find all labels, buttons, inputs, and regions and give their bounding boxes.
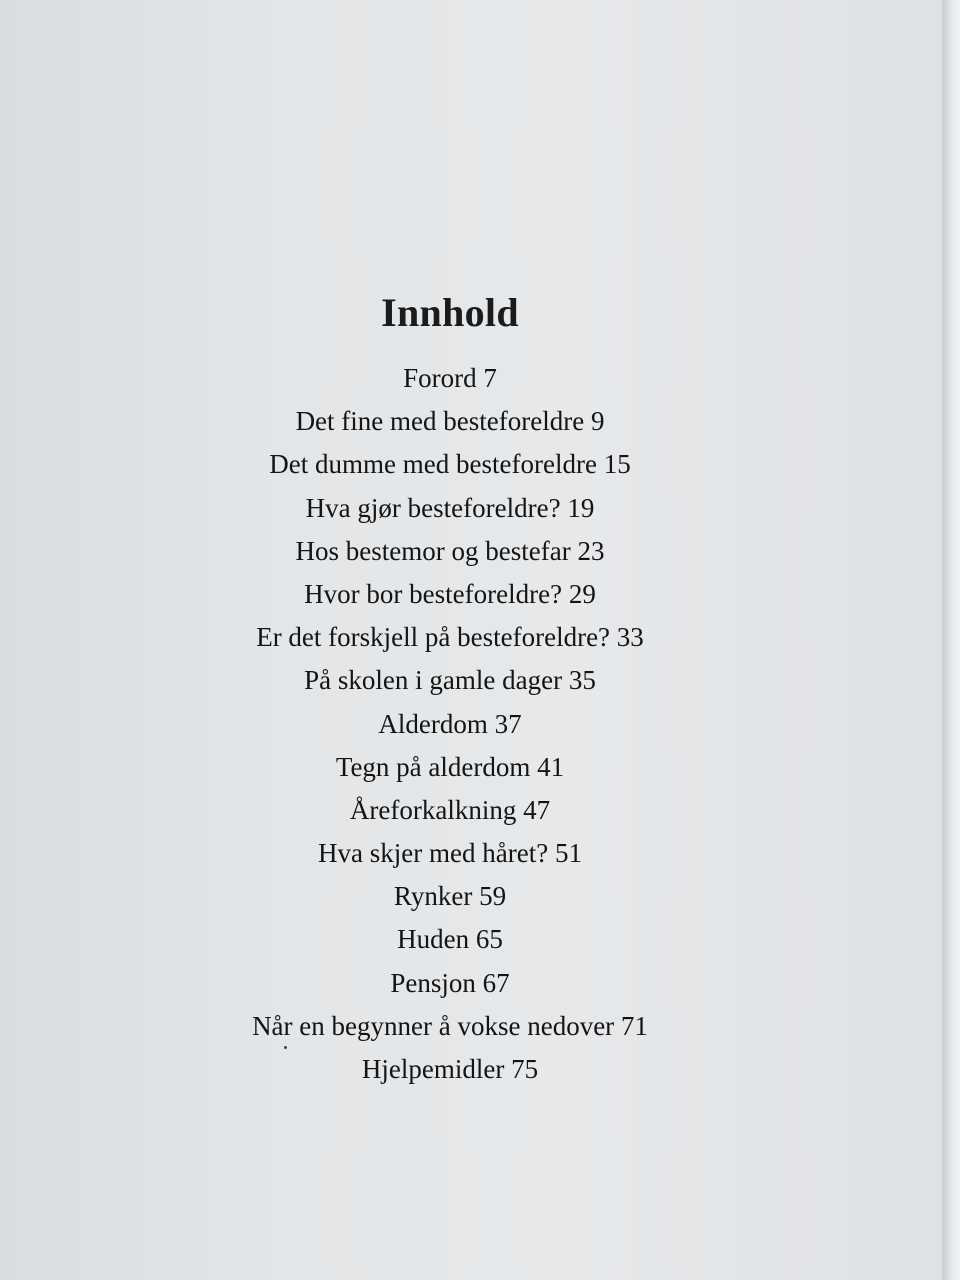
toc-page-number: 47: [523, 794, 551, 825]
toc-page-number: 51: [554, 838, 582, 869]
toc-title: Alderdom: [378, 708, 488, 739]
toc-title: Pensjon: [390, 967, 476, 998]
table-of-contents: [0, 362, 900, 1096]
toc-title: På skolen i gamle dager: [304, 665, 563, 696]
toc-title: Hva skjer med håret?: [318, 838, 549, 869]
toc-title: Forord: [403, 363, 477, 393]
toc-page-number: 65: [475, 924, 503, 955]
toc-title: Hva gjør besteforeldre?: [305, 492, 561, 523]
toc-page-number: 75: [511, 1054, 539, 1084]
page-edge-shadow: [942, 0, 960, 1280]
toc-page-number: 9: [590, 406, 605, 437]
toc-entry: [0, 880, 900, 923]
toc-title: Når en begynner å vokse nedover: [252, 1010, 615, 1041]
toc-title: Huden: [397, 924, 470, 955]
toc-entry: [0, 405, 900, 448]
toc-title: Det dumme med besteforeldre: [269, 449, 597, 480]
toc-title: Det fine med besteforeldre: [295, 406, 585, 437]
toc-title: Rynker: [393, 881, 473, 912]
toc-title: Hvor bor besteforeldre?: [304, 578, 563, 609]
toc-entry: [0, 1053, 900, 1096]
toc-page-number: 7: [483, 363, 497, 393]
toc-entry: [0, 794, 900, 837]
toc-entry: [0, 535, 900, 578]
toc-page-number: 41: [537, 751, 565, 782]
toc-title: Hos bestemor og bestefar: [295, 535, 571, 566]
toc-entry: [0, 362, 900, 405]
toc-page-number: 35: [568, 665, 596, 696]
toc-title: Hjelpemidler: [361, 1054, 505, 1084]
toc-page-number: 19: [567, 492, 595, 523]
ink-speck: [284, 1046, 287, 1049]
page-heading: Innhold: [381, 289, 519, 335]
toc-entry: [0, 621, 900, 664]
toc-page-number: 71: [620, 1010, 648, 1041]
toc-title: Åreforkalkning: [349, 794, 517, 825]
toc-page-number: 59: [479, 881, 507, 912]
toc-entry: [0, 967, 900, 1010]
toc-page-number: 29: [568, 578, 596, 609]
toc-page-number: 37: [494, 708, 522, 739]
toc-entry: [0, 578, 900, 621]
toc-entry: [0, 923, 900, 966]
toc-title: Er det forskjell på besteforeldre?: [256, 622, 611, 653]
toc-page-number: 33: [616, 622, 644, 653]
toc-entry: [0, 492, 900, 535]
toc-page-number: 15: [603, 449, 631, 480]
toc-entry: [0, 751, 900, 794]
toc-entry: [0, 708, 900, 751]
toc-entry: [0, 1010, 900, 1053]
toc-entry: [0, 448, 900, 491]
toc-entry: [0, 664, 900, 707]
toc-entry: [0, 837, 900, 880]
toc-title: Tegn på alderdom: [335, 751, 531, 782]
toc-page-number: 23: [577, 535, 605, 566]
toc-page-number: 67: [482, 967, 510, 998]
